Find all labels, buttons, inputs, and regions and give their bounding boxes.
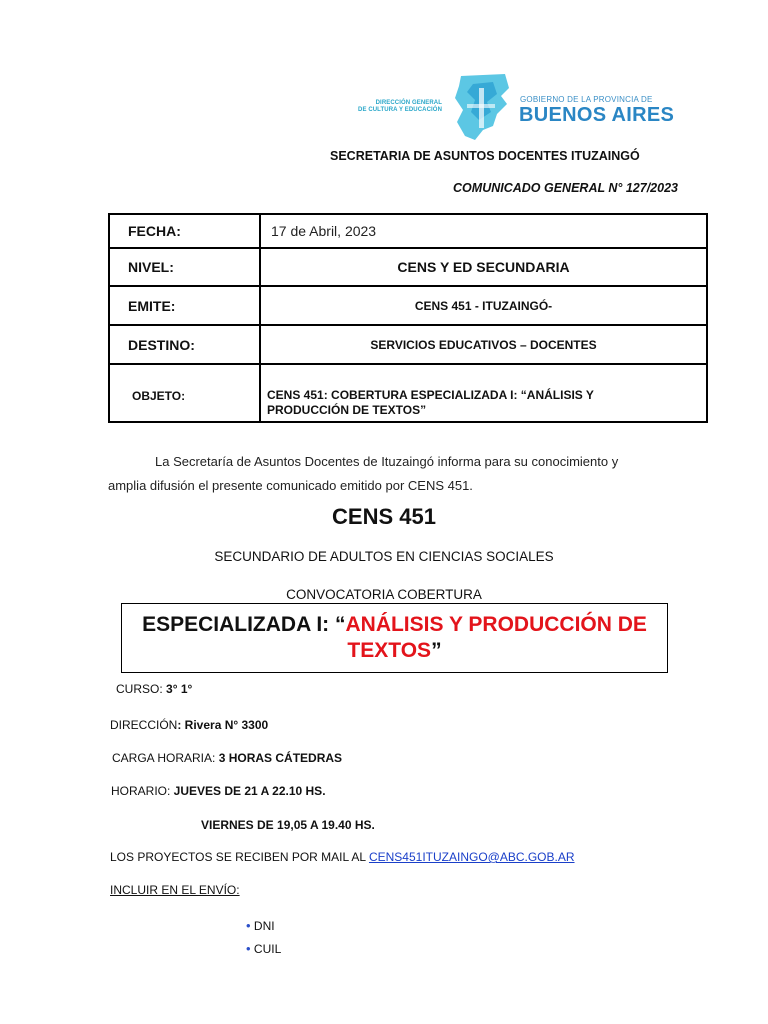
list-item-cuil: CUIL: [253, 942, 282, 956]
incluir-heading: INCLUIR EN EL ENVÍO:: [110, 883, 240, 897]
objeto-value: [261, 368, 706, 418]
intro-paragraph: [108, 450, 708, 498]
curso-label: CURSO:: [116, 682, 167, 696]
table-row-emite: [109, 286, 707, 325]
nivel-label: NIVEL:: [128, 259, 174, 275]
box-red-line1: ANÁLISIS Y PRODUCCIÓN DE: [345, 613, 647, 636]
box-suffix: ”: [431, 639, 442, 662]
box-red-line2: TEXTOS: [347, 639, 432, 662]
destino-label: DESTINO:: [128, 336, 195, 353]
objeto-label: OBJETO:: [132, 389, 186, 403]
carga-value: 3 HORAS CÁTEDRAS: [218, 751, 343, 765]
gobierno-provincia-text: GOBIERNO DE LA PROVINCIA DE: [520, 95, 653, 104]
cens-heading: CENS 451: [332, 504, 436, 529]
list-item-dni: DNI: [253, 919, 275, 933]
intro-line2: amplia difusión el presente comunicado emitido por CENS 451.: [108, 478, 473, 493]
direccion-general-logo-text: [330, 100, 442, 114]
especializada-title: [122, 612, 667, 664]
intro-line1: La Secretaría de Asuntos Docentes de Ituzaingó informa para su conocimiento y: [155, 454, 619, 469]
curso-line: [116, 682, 192, 696]
destino-value: SERVICIOS EDUCATIVOS – DOCENTES: [370, 337, 597, 352]
carga-line: [112, 751, 342, 765]
objeto-value-line2: PRODUCCIÓN DE TEXTOS”: [267, 403, 427, 417]
emite-value: CENS 451 - ITUZAINGÓ-: [414, 298, 553, 313]
direccion-line: [110, 718, 268, 732]
convocatoria-subtitle: CONVOCATORIA COBERTURA: [286, 587, 482, 602]
table-row-fecha: [109, 214, 707, 248]
carga-label: CARGA HORARIA:: [112, 751, 219, 765]
table-row-objeto: [109, 364, 707, 422]
secundario-subtitle: SECUNDARIO DE ADULTOS EN CIENCIAS SOCIALES: [214, 549, 554, 564]
province-map-logo-icon: [453, 74, 513, 140]
buenos-aires-logo-text: BUENOS AIRES: [519, 104, 675, 126]
email-link[interactable]: CENS451ITUZAINGO@ABC.GOB.AR: [368, 850, 575, 864]
fecha-value: 17 de Abril, 2023: [271, 223, 377, 239]
logo-left-line1: DIRECCIÓN GENERAL: [375, 100, 442, 106]
box-prefix: ESPECIALIZADA I: “: [142, 613, 346, 636]
especializada-box: [121, 603, 668, 673]
fecha-label: FECHA:: [128, 223, 181, 239]
comunicado-number: COMUNICADO GENERAL N° 127/2023: [453, 181, 678, 195]
emite-label: EMITE:: [128, 297, 176, 314]
direccion-label: DIRECCIÓN: [110, 718, 178, 732]
table-row-destino: [109, 325, 707, 364]
direccion-value: : Rivera N° 3300: [177, 718, 269, 732]
list-item: [246, 918, 275, 933]
horario-value: JUEVES DE 21 A 22.10 HS.: [173, 784, 326, 798]
horario-line-2: [201, 818, 375, 832]
logo-left-line2: DE CULTURA Y EDUCACIÓN: [358, 107, 442, 113]
horario-line: [111, 784, 326, 798]
table-row-nivel: [109, 248, 707, 286]
horario-label: HORARIO:: [111, 784, 174, 798]
nivel-value: CENS Y ED SECUNDARIA: [397, 259, 570, 275]
curso-value: 3° 1°: [166, 682, 193, 696]
secretaria-title: SECRETARIA DE ASUNTOS DOCENTES ITUZAINGÓ: [330, 149, 640, 163]
horario-value-2: VIERNES DE 19,05 A 19.40 HS.: [201, 818, 375, 832]
bullet-icon: •: [246, 918, 251, 933]
bullet-icon: •: [246, 941, 251, 956]
info-table: [108, 213, 708, 423]
list-item: [246, 941, 281, 956]
proyectos-text: LOS PROYECTOS SE RECIBEN POR MAIL AL: [110, 850, 369, 864]
objeto-value-line1: CENS 451: COBERTURA ESPECIALIZADA I: “ANÁLISIS Y: [267, 388, 594, 402]
proyectos-line: [110, 850, 575, 864]
